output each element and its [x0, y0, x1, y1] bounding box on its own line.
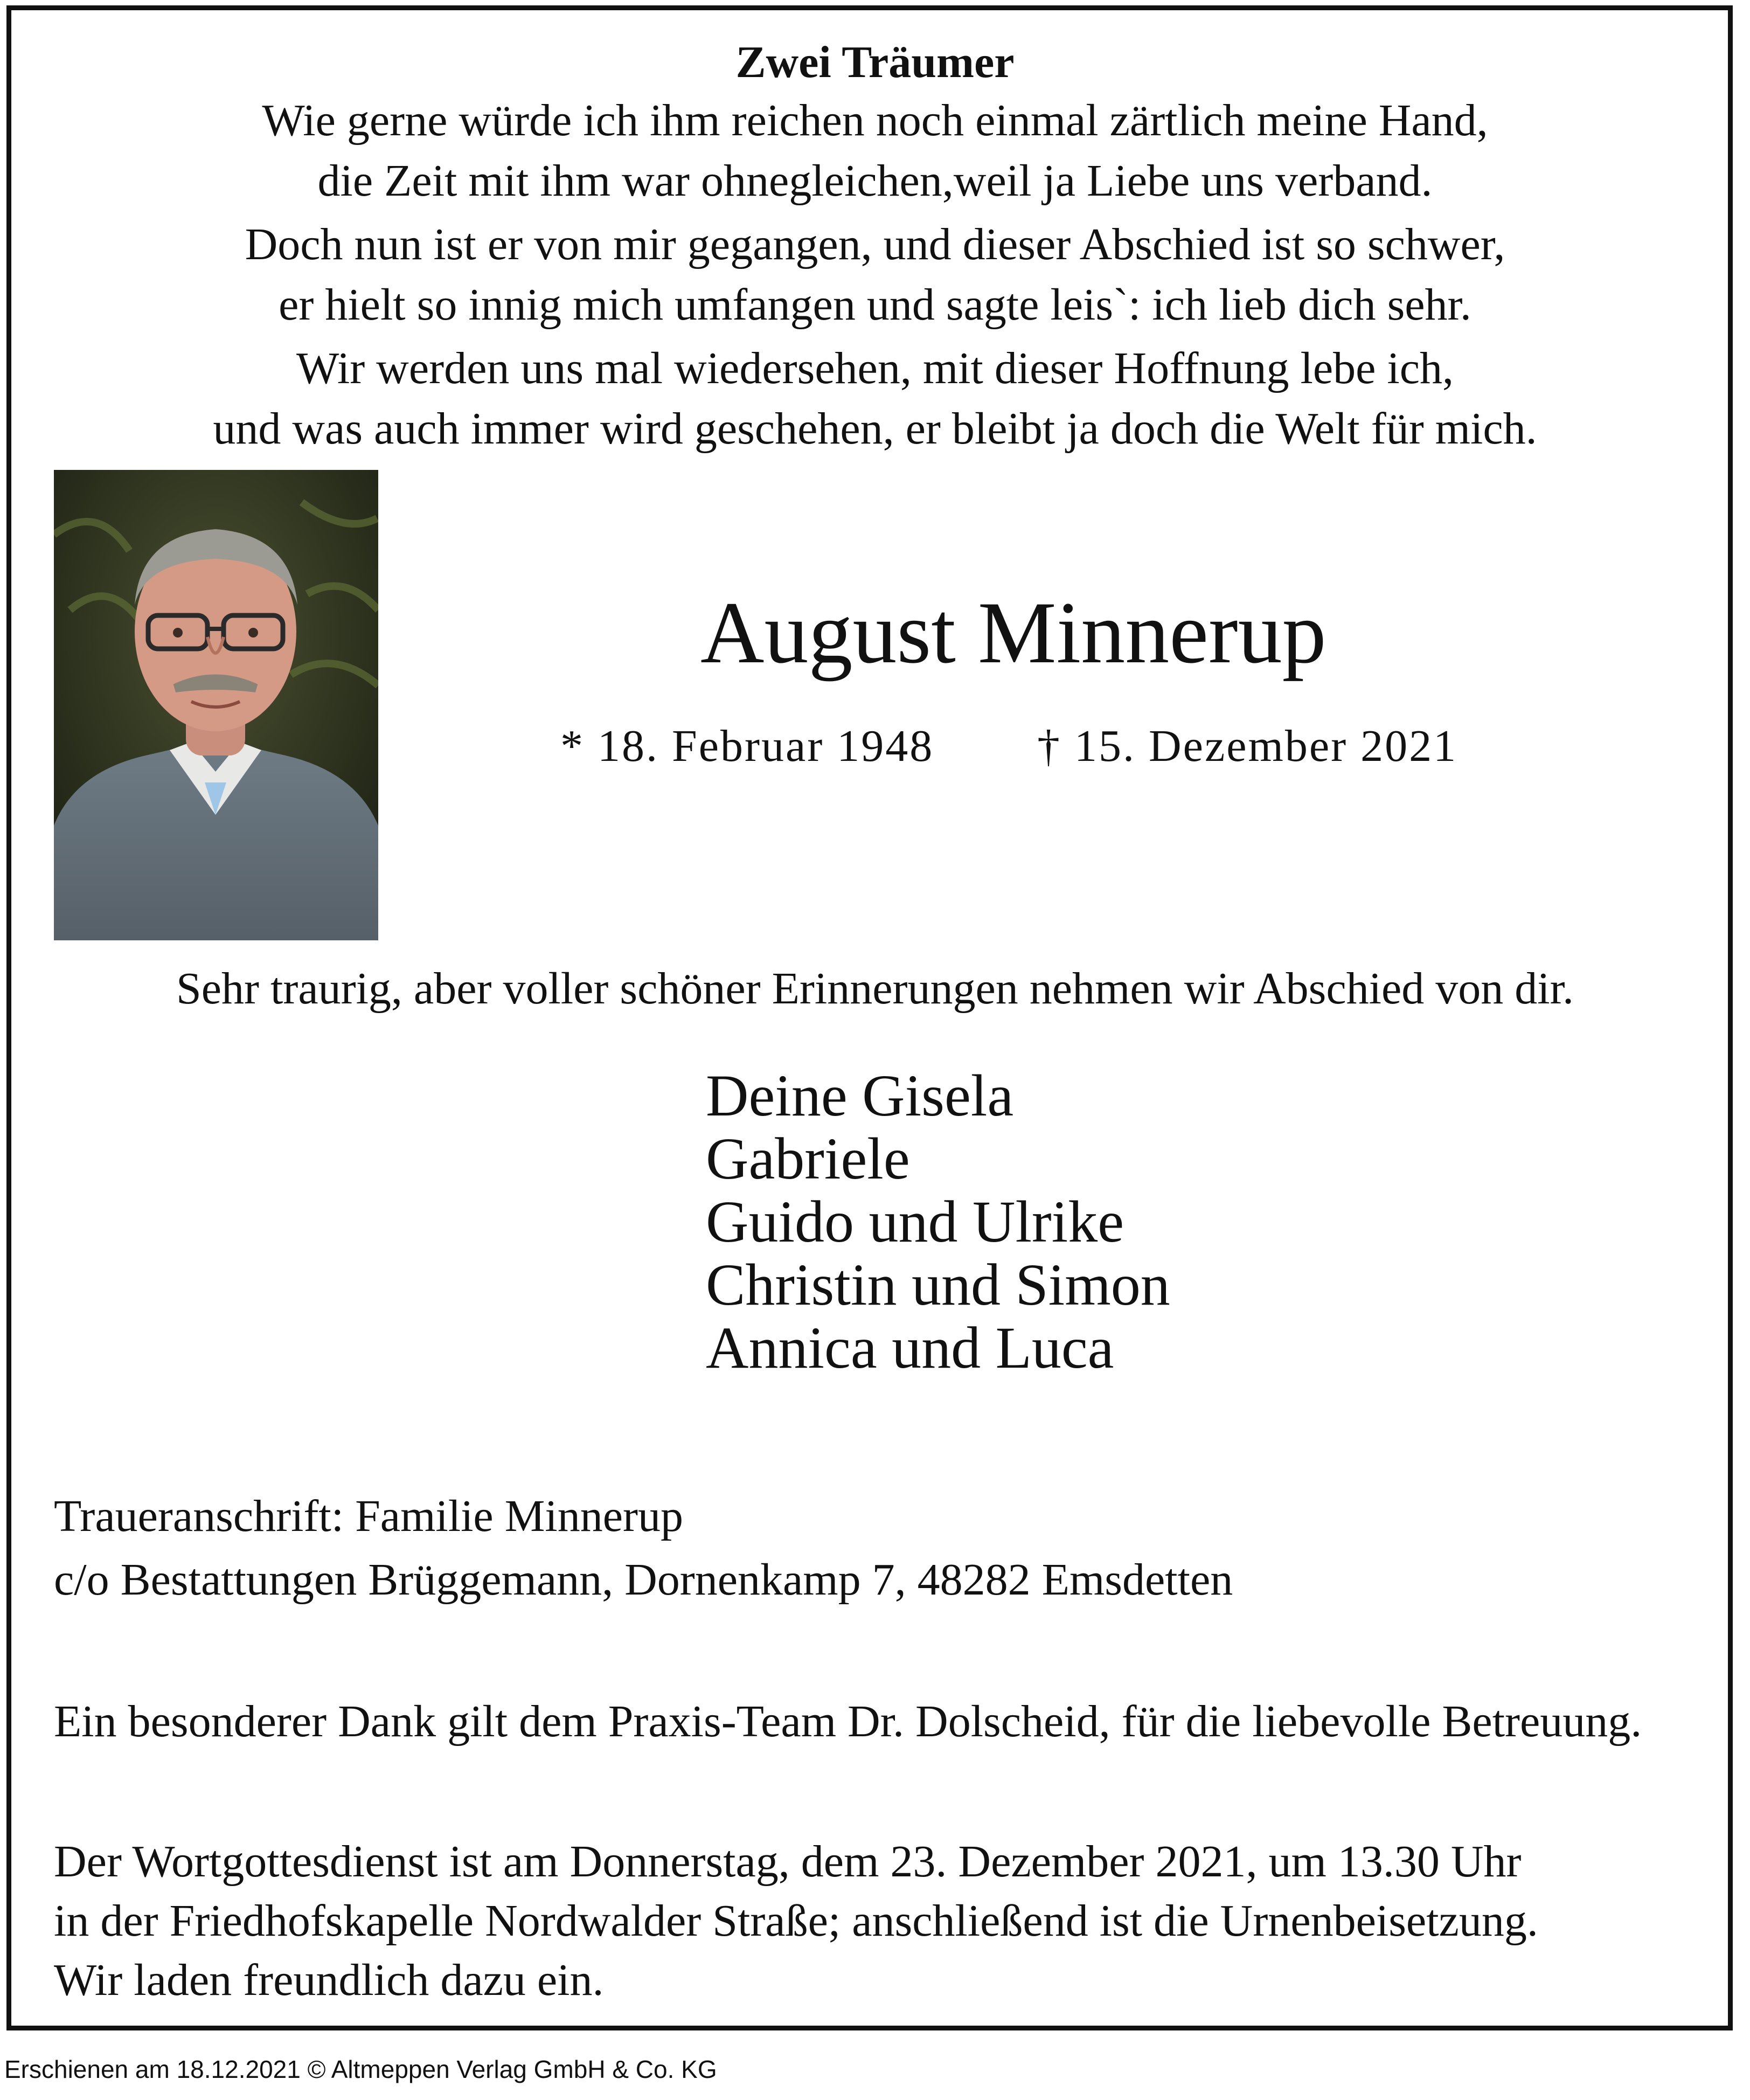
- service-line: Wir laden freundlich dazu ein.: [54, 1955, 604, 2005]
- death-date: † 15. Dezember 2021: [1037, 721, 1458, 771]
- service-line: Der Wortgottesdienst ist am Donnerstag, dem 23. Dezember 2021, um 13.30 Uhr: [54, 1836, 1522, 1887]
- service-info: [54, 1832, 1692, 2010]
- poem-stanza-3: [0, 338, 1750, 459]
- thanks-text: Ein besonderer Dank gilt dem Praxis-Team Dr. Dolscheid, für die liebevolle Betreuung.: [54, 1696, 1642, 1746]
- farewell-text: Sehr traurig, aber voller schöner Erinnerungen nehmen wir Abschied von dir.: [176, 964, 1574, 1014]
- poem-line: und was auch immer wird geschehen, er bleibt ja doch die Welt für mich.: [213, 404, 1537, 454]
- mourning-address: [54, 1485, 1233, 1612]
- poem-line: Wie gerne würde ich ihm reichen noch einmal zärtlich meine Hand,: [262, 95, 1488, 145]
- portrait-photo: [54, 470, 378, 940]
- family-member: Annica und Luca: [706, 1315, 1114, 1381]
- deceased-name: August Minnerup: [700, 584, 1327, 682]
- family-list: [706, 1064, 1170, 1380]
- family-member: Christin und Simon: [706, 1252, 1170, 1318]
- family-member: Gabriele: [706, 1126, 910, 1191]
- family-member: Deine Gisela: [706, 1063, 1014, 1128]
- poem-stanza-2: [0, 214, 1750, 335]
- family-member: Guido und Ulrike: [706, 1189, 1124, 1255]
- address-line: c/o Bestattungen Brüggemann, Dornenkamp 7, 48282 Emsdetten: [54, 1555, 1233, 1605]
- poem-line: Wir werden uns mal wiedersehen, mit dieser Hoffnung lebe ich,: [296, 343, 1454, 393]
- address-line: Traueranschrift: Familie Minnerup: [54, 1491, 684, 1541]
- poem-title: Zwei Träumer: [735, 37, 1015, 87]
- poem-line: er hielt so innig mich umfangen und sagte leis`: ich lieb dich sehr.: [279, 280, 1471, 330]
- poem-line: die Zeit mit ihm war ohnegleichen,weil ja Liebe uns verband.: [317, 156, 1433, 206]
- poem-line: Doch nun ist er von mir gegangen, und dieser Abschied ist so schwer,: [245, 219, 1505, 269]
- publication-footer: Erschienen am 18.12.2021 © Altmeppen Verlag GmbH & Co. KG: [4, 2055, 717, 2083]
- poem-stanza-1: [0, 91, 1750, 211]
- service-line: in der Friedhofskapelle Nordwalder Straße; anschließend ist die Urnenbeisetzung.: [54, 1896, 1538, 1946]
- portrait-illustration: [54, 470, 378, 940]
- birth-date: * 18. Februar 1948: [560, 721, 934, 771]
